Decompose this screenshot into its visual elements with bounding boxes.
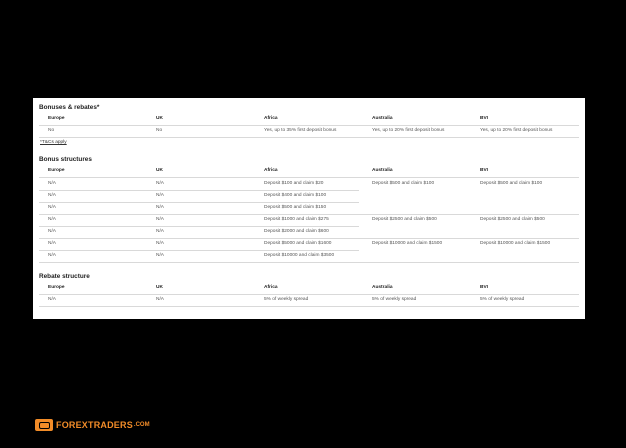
header-uk: UK (156, 168, 163, 173)
cell: Deposit $2500 and claim $500 (372, 217, 437, 222)
cell: N/A (48, 253, 56, 258)
structures-title: Bonus structures (39, 156, 92, 163)
cell: N/A (48, 229, 56, 234)
cell: N/A (156, 205, 164, 210)
divider (39, 294, 579, 295)
cell: N/A (156, 217, 164, 222)
cell: Deposit $400 and claim $100 (264, 193, 327, 198)
cell: Deposit $2000 and claim $600 (264, 229, 329, 234)
bonuses-title: Bonuses & rebates* (39, 104, 100, 111)
header-europe: Europe (48, 168, 65, 173)
cell: N/A (156, 253, 164, 258)
header-uk: UK (156, 285, 163, 290)
cell: N/A (48, 297, 56, 302)
wallet-icon (35, 419, 53, 431)
header-australia: Australia (372, 116, 393, 121)
header-australia: Australia (372, 168, 393, 173)
comparison-panel (33, 98, 585, 319)
divider (39, 226, 359, 227)
cell: N/A (48, 205, 56, 210)
header-africa: Africa (264, 168, 278, 173)
header-africa: Africa (264, 285, 278, 290)
header-bvi: BVI (480, 116, 488, 121)
cell: N/A (156, 297, 164, 302)
brand-suffix: .COM (133, 422, 150, 428)
header-europe: Europe (48, 116, 65, 121)
cell: Deposit $500 and claim $100 (480, 181, 543, 186)
tcs-link[interactable]: *T&Cs apply (40, 140, 67, 145)
divider (39, 306, 579, 307)
header-africa: Africa (264, 116, 278, 121)
cell: 5% of weekly spread (372, 297, 417, 302)
divider (39, 214, 579, 215)
header-europe: Europe (48, 285, 65, 290)
cell: Deposit $10000 and claim $1500 (480, 241, 551, 246)
cell: Deposit $500 and claim $100 (372, 181, 435, 186)
cell: Deposit $100 and claim $20 (264, 181, 324, 186)
cell: No (156, 128, 163, 133)
cell: N/A (48, 193, 56, 198)
divider (39, 262, 579, 263)
cell: Yes, up to 20% first deposit bonus (372, 128, 445, 133)
divider (39, 125, 579, 126)
cell: N/A (156, 229, 164, 234)
header-bvi: BVI (480, 285, 488, 290)
cell: Deposit $2500 and claim $500 (480, 217, 545, 222)
cell: N/A (48, 181, 56, 186)
divider (39, 238, 579, 239)
rebate-title: Rebate structure (39, 273, 90, 280)
divider (39, 137, 579, 138)
cell: 5% of weekly spread (264, 297, 309, 302)
cell: N/A (48, 241, 56, 246)
brand-logo (35, 418, 150, 432)
cell: N/A (156, 181, 164, 186)
cell: Yes, up to 35% first deposit bonus (264, 128, 337, 133)
cell: N/A (48, 217, 56, 222)
cell: Deposit $10000 and claim $1500 (372, 241, 443, 246)
cell: No (48, 128, 55, 133)
cell: Deposit $10000 and claim $3500 (264, 253, 335, 258)
cell: Deposit $5000 and claim $1600 (264, 241, 332, 246)
header-uk: UK (156, 116, 163, 121)
header-bvi: BVI (480, 168, 488, 173)
cell: 5% of weekly spread (480, 297, 525, 302)
cell: Deposit $500 and claim $150 (264, 205, 327, 210)
cell: N/A (156, 193, 164, 198)
divider (39, 190, 359, 191)
cell: Deposit $1000 and claim $275 (264, 217, 329, 222)
cell: Yes, up to 20% first deposit bonus (480, 128, 553, 133)
divider (39, 177, 579, 178)
brand-name: FOREXTRADERS (56, 420, 133, 430)
divider (39, 202, 359, 203)
divider (39, 250, 359, 251)
header-australia: Australia (372, 285, 393, 290)
cell: N/A (156, 241, 164, 246)
